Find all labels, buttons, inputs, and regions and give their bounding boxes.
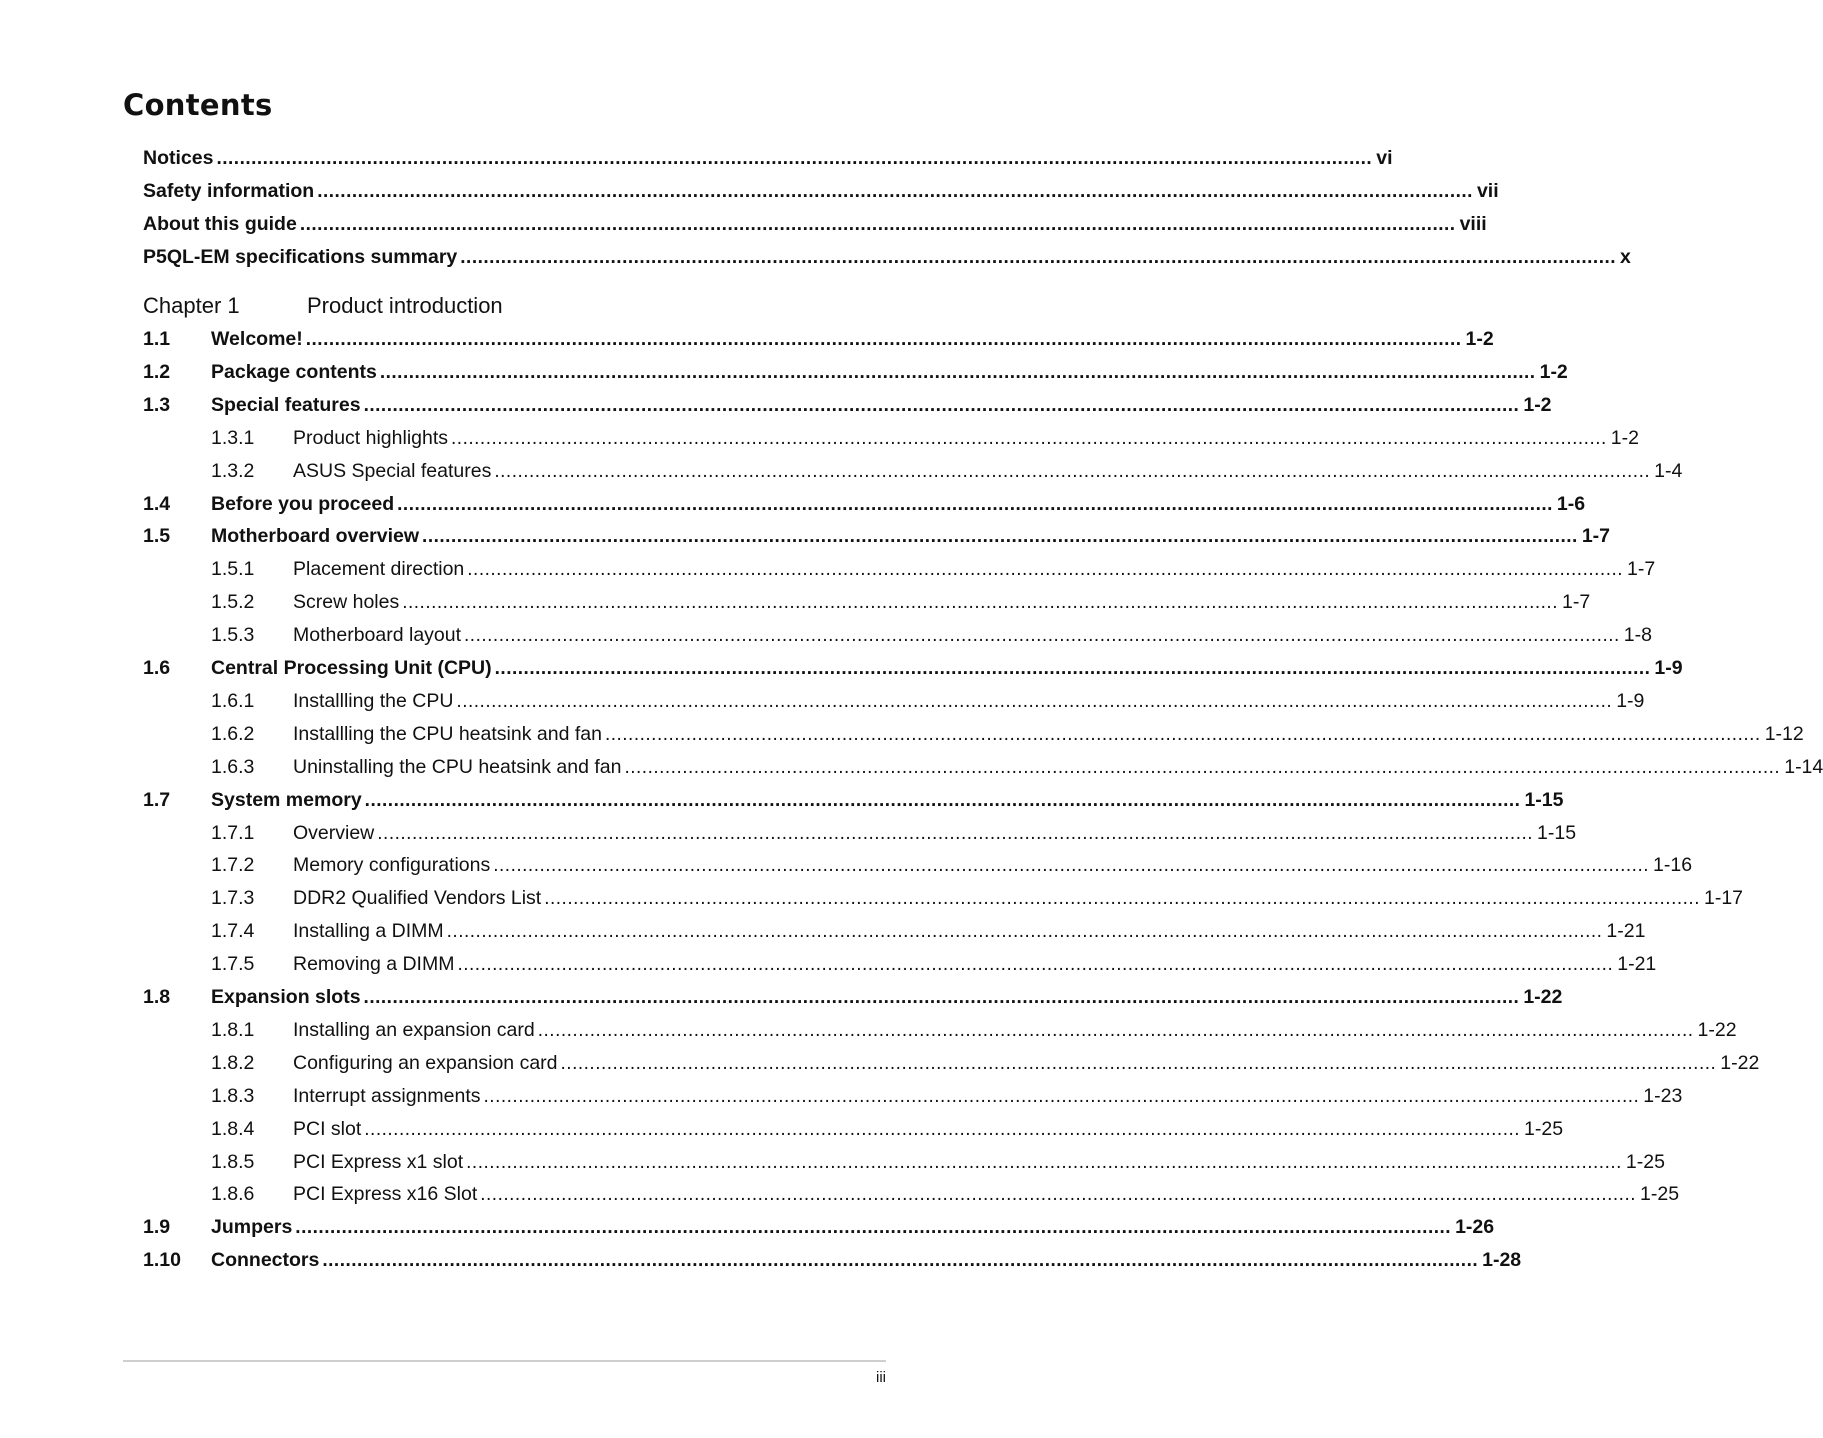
toc-entry-label: About this guide [143,213,297,235]
toc-entry-number: 1.5.1 [211,558,255,581]
toc-entry-label: Installling the CPU heatsink and fan [293,722,602,745]
toc-entry-page: 1-2 [1539,360,1568,383]
toc-entry-label: Motherboard overview [211,525,420,548]
toc-entry-page: 1-15 [1524,788,1564,811]
toc-entry-label: Overview [293,821,375,844]
toc-entry[interactable] [143,326,1494,352]
toc-entry-label: PCI Express x1 slot [293,1150,464,1173]
dot-leader: ........................................................................................................................................................................................................ [397,493,1553,515]
toc-entry[interactable] [143,458,1683,484]
toc-entry[interactable] [143,754,1823,780]
toc-entry[interactable] [143,145,1393,171]
dot-leader: ........................................................................................................................................................................................................ [560,1052,1717,1074]
toc-entry[interactable] [143,852,1693,878]
toc-entry-number: 1.7.5 [211,953,255,976]
toc-entry-number: 1.2 [143,360,171,383]
toc-entry-page: 1-21 [1617,953,1657,976]
toc-entry-page: 1-22 [1523,986,1563,1008]
dot-leader: ........................................................................................................................................................................................................ [604,723,1761,745]
toc-entry-number: 1.5.2 [211,591,255,614]
toc-entry[interactable] [143,589,1591,615]
toc-entry-label: Uninstalling the CPU heatsink and fan [293,755,622,778]
dot-leader: ........................................................................................................................................................................................................ [402,592,1558,614]
toc-entry-page: 1-17 [1703,887,1744,910]
toc-entry[interactable] [143,918,1646,944]
toc-entry-label: Screw holes [293,591,400,614]
dot-leader: ........................................................................................................................................................................................................ [317,181,1473,202]
dot-leader: ........................................................................................................................................................................................................ [457,954,1614,976]
toc-entry[interactable] [143,1116,1564,1142]
toc-entry-page: 1-21 [1606,920,1646,943]
toc-entry-number: 1.6.2 [211,722,255,745]
dot-leader: ........................................................................................................................................................................................................ [377,822,1534,844]
dot-leader: ........................................................................................................................................................................................................ [216,148,1373,169]
toc-entry-number: 1.7.1 [211,821,255,844]
toc-entry-page: 1-6 [1556,492,1586,515]
toc-entry-page: 1-23 [1643,1084,1683,1107]
toc-entry[interactable] [143,523,1610,549]
toc-entry[interactable] [143,1017,1737,1043]
footer-divider [123,1360,886,1362]
toc-entry-label: Before you proceed [211,492,395,515]
toc-entry-label: Package contents [211,360,377,383]
toc-entry-number: 1.4 [143,492,171,515]
toc-entry[interactable] [143,984,1563,1010]
toc-entry-label: Expansion slots [211,986,361,1008]
toc-entry-number: 1.9 [143,1216,171,1239]
toc-entry-number: 1.6.3 [211,755,255,778]
toc-entry-label: Welcome! [211,328,303,350]
dot-leader: ........................................................................................................................................................................................................ [305,329,1462,350]
toc-entry-page: 1-2 [1610,426,1639,449]
toc-entry-number: 1.7.3 [211,887,255,910]
toc-entry-label: Safety information [143,180,315,202]
toc-entry-page: 1-25 [1640,1183,1680,1206]
toc-entry-page: 1-28 [1482,1249,1522,1272]
toc-entry-label: Removing a DIMM [293,953,455,976]
toc-entry-number: 1.5.3 [211,624,255,647]
toc-entry[interactable] [143,359,1568,385]
toc-entry[interactable] [143,1181,1680,1207]
toc-entry-page: 1-14 [1784,755,1823,778]
dot-leader: ........................................................................................................................................................................................................ [363,987,1520,1008]
dot-leader: ........................................................................................................................................................................................................ [466,1151,1622,1173]
toc-entry-page: 1-22 [1720,1051,1760,1074]
toc-entry-number: 1.8.5 [211,1150,255,1173]
toc-entry[interactable] [143,622,1652,648]
chapter-title: Product introduction [307,293,503,318]
toc-entry[interactable] [143,820,1577,846]
toc-entry-number: 1.10 [143,1249,181,1272]
dot-leader: ........................................................................................................................................................................................................ [299,214,1456,235]
toc-entry[interactable] [143,392,1552,418]
toc-entry-label: PCI Express x16 Slot [293,1183,478,1206]
dot-leader: ........................................................................................................................................................................................................ [422,526,1578,548]
toc-entry-number: 1.7.4 [211,920,255,943]
toc-entry[interactable] [143,556,1656,582]
toc-entry-page: 1-25 [1625,1150,1665,1173]
toc-entry-label: P5QL-EM specifications summary [143,246,458,268]
toc-entry-label: Configuring an expansion card [293,1051,558,1074]
dot-leader: ........................................................................................................................................................................................................ [494,658,1651,679]
toc-entry[interactable] [143,655,1683,681]
toc-entry-page: vii [1476,180,1499,202]
toc-entry-page: vi [1376,147,1393,169]
dot-leader: ........................................................................................................................................................................................................ [456,690,1613,712]
toc-entry-page: 1-8 [1623,624,1652,647]
dot-leader: ........................................................................................................................................................................................................ [364,789,1521,811]
toc-entry-page: 1-7 [1627,558,1656,581]
toc-entry-label: Connectors [211,1249,320,1272]
dot-leader: ........................................................................................................................................................................................................ [364,1118,1521,1140]
toc-entry[interactable] [143,1149,1665,1175]
toc-entry[interactable] [143,211,1487,237]
toc-entry-label: Installing a DIMM [293,920,444,943]
toc-entry-page: 1-9 [1616,689,1645,712]
toc-entry-label: Jumpers [211,1216,293,1239]
toc-entry[interactable] [143,885,1744,911]
dot-leader: ........................................................................................................................................................................................................ [483,1085,1640,1107]
toc-entry-number: 1.1 [143,328,171,350]
toc-entry-page: x [1620,246,1631,268]
dot-leader: ........................................................................................................................................................................................................ [322,1250,1479,1272]
toc-entry-label: Product highlights [293,426,449,449]
toc-entry-number: 1.8.4 [211,1117,255,1140]
toc-entry-number: 1.7 [143,788,171,811]
dot-leader: ........................................................................................................................................................................................................ [460,247,1617,268]
toc-entry-label: Motherboard layout [293,624,462,647]
dot-leader: ........................................................................................................................................................................................................ [480,1184,1637,1206]
toc-entry-label: Installing an expansion card [293,1018,535,1041]
toc-entry-page: 1-15 [1537,821,1577,844]
toc-entry-label: System memory [211,788,362,811]
dot-leader: ........................................................................................................................................................................................................ [295,1217,1452,1239]
toc-entry-number: 1.8.3 [211,1084,255,1107]
toc-entry[interactable] [143,178,1499,204]
page-title: Contents [123,88,273,122]
toc-entry-label: Installling the CPU [293,689,454,712]
toc-entry-number: 1.3.2 [211,459,255,482]
toc-entry-page: 1-2 [1465,328,1494,350]
toc-entry-number: 1.7.2 [211,854,255,877]
toc-entry-number: 1.8 [143,986,171,1008]
toc-entry-page: 1-9 [1654,657,1683,679]
toc-entry-page: 1-7 [1561,591,1591,614]
toc-entry[interactable] [143,1214,1495,1240]
toc-entry[interactable] [143,425,1639,451]
dot-leader: ........................................................................................................................................................................................................ [464,625,1620,647]
toc-entry[interactable] [143,491,1586,517]
toc-entry-page: 1-12 [1764,722,1804,745]
dot-leader: ........................................................................................................................................................................................................ [493,855,1650,877]
toc-entry[interactable] [143,244,1631,270]
toc-entry-page: 1-26 [1455,1216,1495,1239]
toc-entry-label: Central Processing Unit (CPU) [211,657,492,679]
toc-entry-number: 1.6 [143,657,171,679]
toc-entry-number: 1.3 [143,393,171,416]
toc-entry[interactable] [143,721,1804,747]
toc-entry[interactable] [143,951,1657,977]
toc-entry-number: 1.8.6 [211,1183,255,1206]
chapter-heading [143,292,804,320]
toc-entry-label: Notices [143,147,214,169]
toc-entry-number: 1.3.1 [211,426,255,449]
toc-entry-label: Placement direction [293,558,465,581]
toc-entry[interactable] [143,1083,1683,1109]
toc-entry-page: 1-22 [1697,1018,1737,1041]
toc-entry-number: 1.6.1 [211,689,255,712]
toc-entry-label: DDR2 Qualified Vendors List [293,887,542,910]
toc-entry-page: 1-7 [1581,525,1610,548]
dot-leader: ........................................................................................................................................................................................................ [451,427,1607,449]
toc-entry-page: 1-16 [1653,854,1693,877]
toc-entry-label: Special features [211,393,361,416]
toc-entry-label: ASUS Special features [293,459,492,482]
toc-entry[interactable] [143,1050,1760,1076]
toc-entry-page: 1-4 [1654,459,1683,482]
toc-entry-number: 1.8.2 [211,1051,255,1074]
dot-leader: ........................................................................................................................................................................................................ [494,460,1651,482]
toc-entry-label: Memory configurations [293,854,491,877]
toc-entry[interactable] [143,688,1645,714]
dot-leader: ........................................................................................................................................................................................................ [544,888,1700,910]
toc-entry-label: Interrupt assignments [293,1084,481,1107]
toc-entry[interactable] [143,787,1564,813]
dot-leader: ........................................................................................................................................................................................................ [363,394,1520,416]
dot-leader: ........................................................................................................................................................................................................ [537,1019,1694,1041]
toc-entry-page: viii [1459,213,1487,235]
toc-entry-page: 1-2 [1523,393,1552,416]
toc-entry[interactable] [143,1247,1522,1273]
dot-leader: ........................................................................................................................................................................................................ [467,559,1624,581]
toc-entry-number: 1.8.1 [211,1018,255,1041]
dot-leader: ........................................................................................................................................................................................................ [624,756,1781,778]
dot-leader: ........................................................................................................................................................................................................ [379,361,1536,383]
toc-entry-number: 1.5 [143,525,171,548]
toc-entry-page: 1-25 [1524,1117,1564,1140]
dot-leader: ........................................................................................................................................................................................................ [446,921,1603,943]
footer-page-number: iii [876,1369,886,1386]
chapter-number: Chapter 1 [143,293,240,318]
toc-entry-label: PCI slot [293,1117,362,1140]
